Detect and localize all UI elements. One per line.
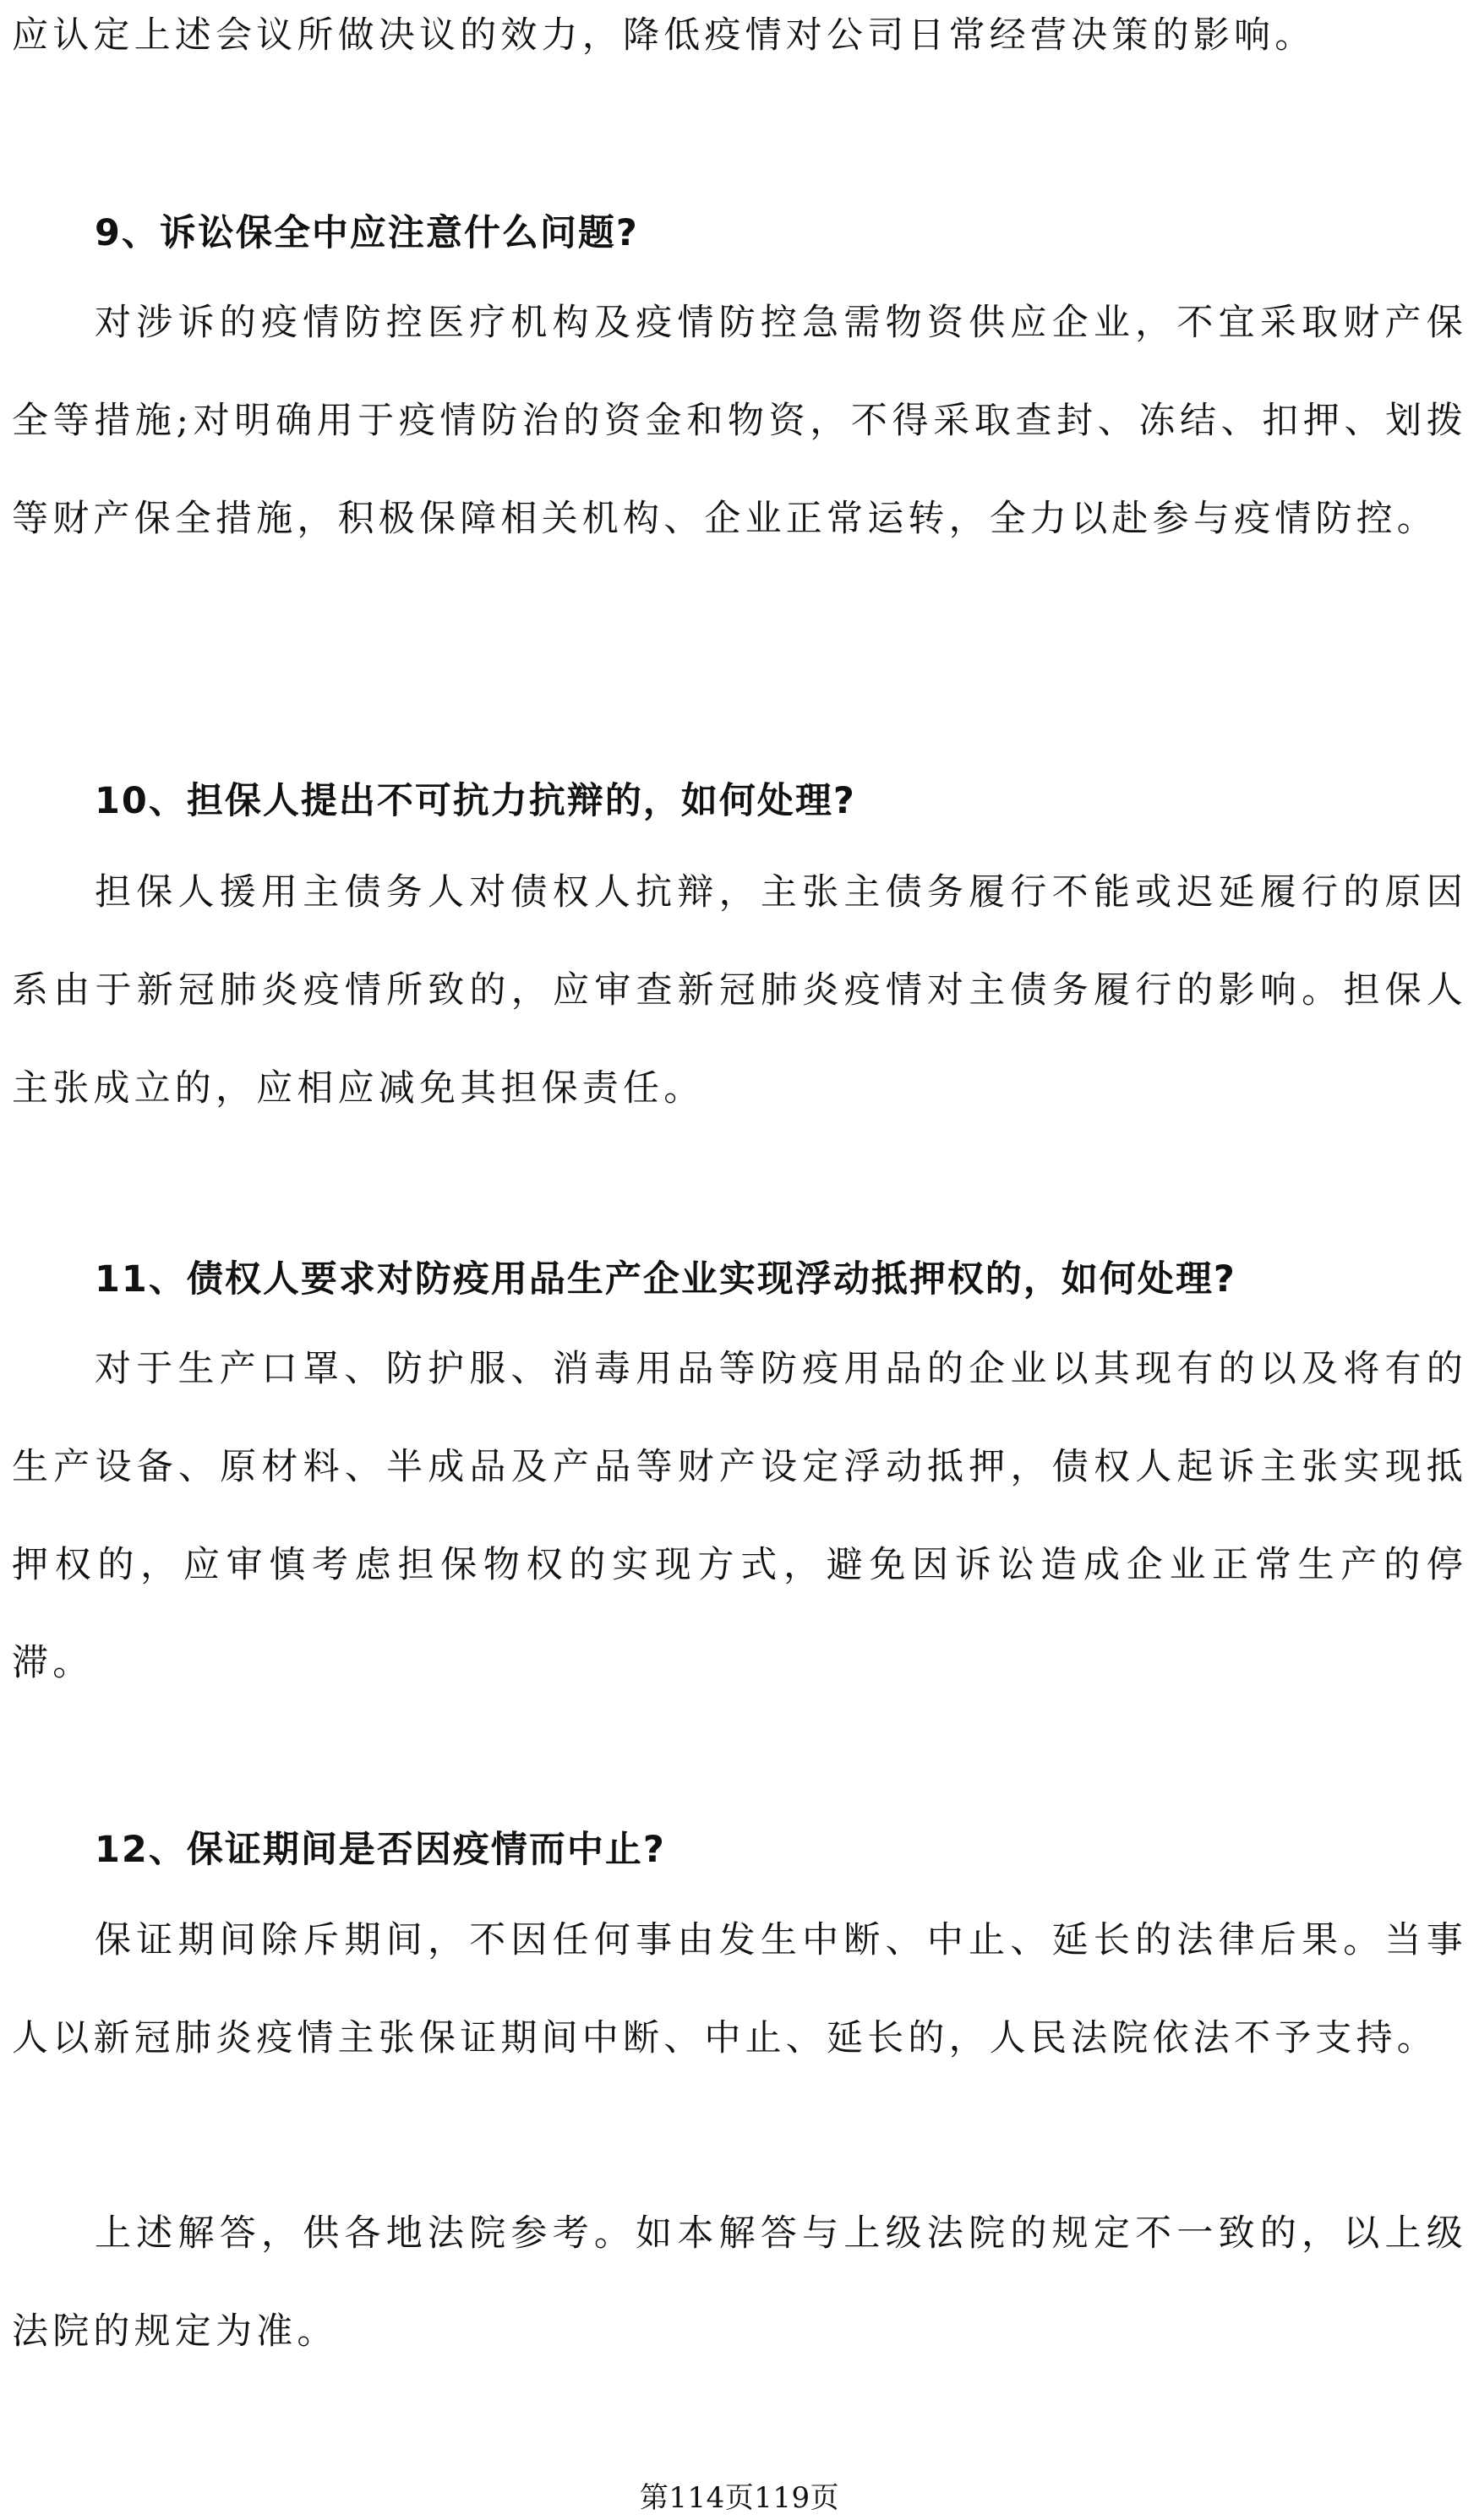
section-10-heading: 10、担保人提出不可抗力抗辩的，如何处理? bbox=[95, 780, 856, 822]
section-9-paragraph: 对涉诉的疫情防控医疗机构及疫情防控急需物资供应企业，不宜采取财产保全等措施;对明确用于疫情防治的资金和物资，不得采取查封、冻结、扣押、划拨等财产保全措施，积极保障相关机构、企业正常运转，全力以赴参与疫情防控。 bbox=[12, 302, 1467, 540]
section-11-heading: 11、债权人要求对防疫用品生产企业实现浮动抵押权的，如何处理? bbox=[95, 1258, 1236, 1301]
section-12-paragraph: 保证期间除斥期间，不因任何事由发生中断、中止、延长的法律后果。当事人以新冠肺炎疫情主张保证期间中断、中止、延长的，人民法院依法不予支持。 bbox=[12, 1919, 1467, 2059]
section-9-heading: 9、诉讼保全中应注意什么问题? bbox=[95, 212, 639, 254]
intro-paragraph-tail: 应认定上述会议所做决议的效力，降低疫情对公司日常经营决策的影响。 bbox=[12, 14, 1316, 57]
page-number-footer: 第114页119页 bbox=[639, 2481, 840, 2515]
closing-paragraph: 上述解答，供各地法院参考。如本解答与上级法院的规定不一致的，以上级法院的规定为准。 bbox=[12, 2212, 1467, 2353]
section-10-paragraph: 担保人援用主债务人对债权人抗辩，主张主债务履行不能或迟延履行的原因系由于新冠肺炎疫情所致的，应审查新冠肺炎疫情对主债务履行的影响。担保人主张成立的，应相应减免其担保责任。 bbox=[12, 871, 1467, 1110]
section-11-paragraph: 对于生产口罩、防护服、消毒用品等防疫用品的企业以其现有的以及将有的生产设备、原材料、半成品及产品等财产设定浮动抵押，债权人起诉主张实现抵押权的，应审慎考虑担保物权的实现方式，避免因诉讼造成企业正常生产的停滞。 bbox=[12, 1348, 1467, 1684]
section-12-heading: 12、保证期间是否因疫情而中止? bbox=[95, 1829, 666, 1871]
